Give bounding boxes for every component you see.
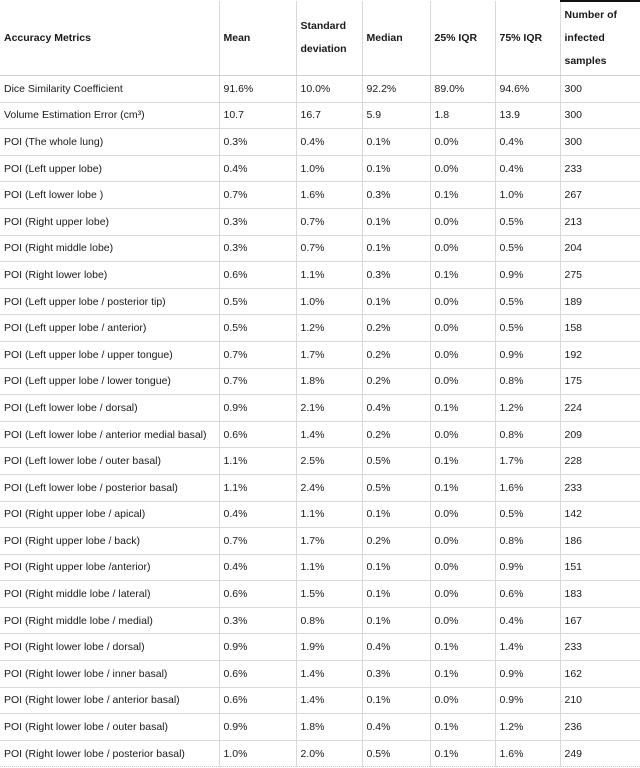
value-cell: 175 — [560, 368, 640, 395]
value-cell: 0.7% — [219, 368, 296, 395]
value-cell: 0.0% — [430, 554, 495, 581]
column-header-number-of-infected-samples: Number of infected samples — [560, 1, 640, 76]
table-row — [0, 102, 640, 129]
value-cell: 0.3% — [219, 607, 296, 634]
value-cell: 1.2% — [495, 395, 560, 422]
value-cell: 94.6% — [495, 76, 560, 103]
value-cell: 1.1% — [296, 501, 362, 528]
value-cell: 0.1% — [362, 501, 430, 528]
value-cell: 1.1% — [296, 554, 362, 581]
value-cell: 1.7% — [495, 448, 560, 475]
value-cell: 1.6% — [296, 182, 362, 209]
value-cell: 0.2% — [362, 315, 430, 342]
value-cell: 158 — [560, 315, 640, 342]
metric-label-cell: POI (Right lower lobe / posterior basal) — [0, 740, 219, 767]
value-cell: 1.4% — [296, 421, 362, 448]
metric-label-cell: POI (Right middle lobe / medial) — [0, 607, 219, 634]
value-cell: 142 — [560, 501, 640, 528]
value-cell: 1.7% — [296, 341, 362, 368]
value-cell: 0.9% — [495, 262, 560, 289]
metric-label-cell: POI (Left lower lobe / posterior basal) — [0, 474, 219, 501]
value-cell: 0.7% — [219, 182, 296, 209]
value-cell: 0.9% — [219, 395, 296, 422]
value-cell: 267 — [560, 182, 640, 209]
table-row — [0, 315, 640, 342]
value-cell: 192 — [560, 341, 640, 368]
value-cell: 1.1% — [219, 448, 296, 475]
value-cell: 0.4% — [219, 554, 296, 581]
value-cell: 0.4% — [219, 501, 296, 528]
value-cell: 0.1% — [430, 634, 495, 661]
value-cell: 236 — [560, 714, 640, 741]
value-cell: 89.0% — [430, 76, 495, 103]
value-cell: 1.6% — [495, 740, 560, 767]
value-cell: 300 — [560, 102, 640, 129]
value-cell: 0.0% — [430, 581, 495, 608]
table-row — [0, 262, 640, 289]
value-cell: 0.0% — [430, 129, 495, 156]
value-cell: 189 — [560, 288, 640, 315]
value-cell: 1.8% — [296, 714, 362, 741]
metric-label-cell: POI (Left lower lobe / anterior medial basal) — [0, 421, 219, 448]
value-cell: 224 — [560, 395, 640, 422]
value-cell: 233 — [560, 474, 640, 501]
metric-label-cell: POI (Right upper lobe /anterior) — [0, 554, 219, 581]
value-cell: 0.9% — [495, 341, 560, 368]
table-row — [0, 421, 640, 448]
table-row — [0, 182, 640, 209]
value-cell: 0.1% — [430, 448, 495, 475]
table-row — [0, 155, 640, 182]
table-body — [0, 76, 640, 767]
value-cell: 300 — [560, 129, 640, 156]
value-cell: 0.1% — [430, 262, 495, 289]
value-cell: 1.4% — [296, 687, 362, 714]
value-cell: 0.0% — [430, 315, 495, 342]
value-cell: 162 — [560, 661, 640, 688]
metric-label-cell: POI (Right lower lobe / inner basal) — [0, 661, 219, 688]
value-cell: 13.9 — [495, 102, 560, 129]
value-cell: 0.4% — [362, 634, 430, 661]
metric-label-cell: POI (Right lower lobe / dorsal) — [0, 634, 219, 661]
value-cell: 0.1% — [430, 740, 495, 767]
value-cell: 0.4% — [219, 155, 296, 182]
value-cell: 1.9% — [296, 634, 362, 661]
value-cell: 1.0% — [296, 288, 362, 315]
value-cell: 0.1% — [362, 129, 430, 156]
value-cell: 0.8% — [495, 368, 560, 395]
value-cell: 0.1% — [362, 554, 430, 581]
value-cell: 0.4% — [296, 129, 362, 156]
value-cell: 10.7 — [219, 102, 296, 129]
table-row — [0, 208, 640, 235]
column-header-accuracy-metrics: Accuracy Metrics — [0, 1, 219, 76]
table-row — [0, 501, 640, 528]
value-cell: 1.6% — [495, 474, 560, 501]
value-cell: 167 — [560, 607, 640, 634]
value-cell: 91.6% — [219, 76, 296, 103]
value-cell: 0.5% — [495, 315, 560, 342]
value-cell: 0.0% — [430, 155, 495, 182]
value-cell: 0.0% — [430, 501, 495, 528]
metric-label-cell: POI (Right lower lobe / outer basal) — [0, 714, 219, 741]
column-header-median: Median — [362, 1, 430, 76]
value-cell: 0.1% — [362, 235, 430, 262]
value-cell: 92.2% — [362, 76, 430, 103]
table-row — [0, 528, 640, 555]
value-cell: 5.9 — [362, 102, 430, 129]
value-cell: 0.7% — [219, 341, 296, 368]
value-cell: 0.8% — [296, 607, 362, 634]
column-header-mean: Mean — [219, 1, 296, 76]
metric-label-cell: POI (Left upper lobe / anterior) — [0, 315, 219, 342]
table-row — [0, 714, 640, 741]
value-cell: 1.1% — [219, 474, 296, 501]
value-cell: 0.3% — [362, 262, 430, 289]
table-row — [0, 288, 640, 315]
value-cell: 186 — [560, 528, 640, 555]
metric-label-cell: POI (Left upper lobe / posterior tip) — [0, 288, 219, 315]
value-cell: 0.6% — [219, 581, 296, 608]
value-cell: 2.4% — [296, 474, 362, 501]
value-cell: 0.6% — [495, 581, 560, 608]
value-cell: 0.1% — [430, 661, 495, 688]
value-cell: 204 — [560, 235, 640, 262]
value-cell: 0.9% — [495, 554, 560, 581]
value-cell: 0.3% — [219, 129, 296, 156]
metric-label-cell: POI (Left lower lobe / outer basal) — [0, 448, 219, 475]
value-cell: 1.4% — [296, 661, 362, 688]
value-cell: 0.3% — [219, 235, 296, 262]
value-cell: 0.0% — [430, 235, 495, 262]
value-cell: 0.5% — [219, 315, 296, 342]
value-cell: 10.0% — [296, 76, 362, 103]
value-cell: 0.7% — [219, 528, 296, 555]
value-cell: 0.4% — [495, 607, 560, 634]
value-cell: 1.0% — [219, 740, 296, 767]
value-cell: 0.5% — [362, 740, 430, 767]
metric-label-cell: POI (Right upper lobe / back) — [0, 528, 219, 555]
table-row — [0, 235, 640, 262]
value-cell: 0.4% — [495, 129, 560, 156]
value-cell: 209 — [560, 421, 640, 448]
value-cell: 0.8% — [495, 421, 560, 448]
value-cell: 0.1% — [362, 208, 430, 235]
metric-label-cell: POI (Right upper lobe / apical) — [0, 501, 219, 528]
table-row — [0, 661, 640, 688]
value-cell: 2.0% — [296, 740, 362, 767]
value-cell: 0.0% — [430, 341, 495, 368]
value-cell: 16.7 — [296, 102, 362, 129]
table-row — [0, 368, 640, 395]
value-cell: 0.6% — [219, 661, 296, 688]
value-cell: 1.8 — [430, 102, 495, 129]
table-row — [0, 634, 640, 661]
value-cell: 228 — [560, 448, 640, 475]
value-cell: 0.7% — [296, 235, 362, 262]
table-row — [0, 474, 640, 501]
value-cell: 0.1% — [362, 581, 430, 608]
value-cell: 1.2% — [495, 714, 560, 741]
value-cell: 210 — [560, 687, 640, 714]
value-cell: 0.5% — [495, 501, 560, 528]
value-cell: 0.4% — [362, 714, 430, 741]
value-cell: 300 — [560, 76, 640, 103]
value-cell: 0.0% — [430, 288, 495, 315]
value-cell: 0.2% — [362, 421, 430, 448]
value-cell: 0.9% — [219, 714, 296, 741]
value-cell: 0.1% — [430, 474, 495, 501]
metric-label-cell: POI (Left upper lobe / lower tongue) — [0, 368, 219, 395]
table-row — [0, 554, 640, 581]
value-cell: 0.0% — [430, 208, 495, 235]
value-cell: 275 — [560, 262, 640, 289]
value-cell: 0.9% — [219, 634, 296, 661]
value-cell: 0.1% — [430, 182, 495, 209]
value-cell: 0.1% — [362, 687, 430, 714]
column-header-standard-deviation: Standard deviation — [296, 1, 362, 76]
value-cell: 0.3% — [362, 182, 430, 209]
value-cell: 0.6% — [219, 262, 296, 289]
metric-label-cell: POI (Right upper lobe) — [0, 208, 219, 235]
value-cell: 1.8% — [296, 368, 362, 395]
value-cell: 1.5% — [296, 581, 362, 608]
metric-label-cell: POI (Left lower lobe / dorsal) — [0, 395, 219, 422]
value-cell: 1.0% — [495, 182, 560, 209]
value-cell: 183 — [560, 581, 640, 608]
table-row — [0, 581, 640, 608]
value-cell: 0.2% — [362, 528, 430, 555]
value-cell: 0.6% — [219, 687, 296, 714]
value-cell: 0.4% — [362, 395, 430, 422]
value-cell: 0.9% — [495, 661, 560, 688]
value-cell: 0.2% — [362, 341, 430, 368]
value-cell: 0.4% — [495, 155, 560, 182]
value-cell: 233 — [560, 634, 640, 661]
value-cell: 0.0% — [430, 421, 495, 448]
value-cell: 0.3% — [219, 208, 296, 235]
value-cell: 0.5% — [495, 288, 560, 315]
value-cell: 1.7% — [296, 528, 362, 555]
value-cell: 2.1% — [296, 395, 362, 422]
column-header-75-iqr: 75% IQR — [495, 1, 560, 76]
metric-label-cell: POI (Left lower lobe ) — [0, 182, 219, 209]
header-row — [0, 1, 640, 76]
table-row — [0, 448, 640, 475]
metric-label-cell: POI (Right middle lobe) — [0, 235, 219, 262]
value-cell: 0.0% — [430, 368, 495, 395]
value-cell: 0.5% — [362, 474, 430, 501]
table-row — [0, 687, 640, 714]
value-cell: 1.1% — [296, 262, 362, 289]
value-cell: 1.0% — [296, 155, 362, 182]
value-cell: 0.0% — [430, 528, 495, 555]
value-cell: 1.2% — [296, 315, 362, 342]
value-cell: 0.1% — [362, 155, 430, 182]
value-cell: 0.3% — [362, 661, 430, 688]
value-cell: 0.6% — [219, 421, 296, 448]
value-cell: 2.5% — [296, 448, 362, 475]
value-cell: 1.4% — [495, 634, 560, 661]
value-cell: 0.0% — [430, 607, 495, 634]
value-cell: 0.2% — [362, 368, 430, 395]
column-header-25-iqr: 25% IQR — [430, 1, 495, 76]
metric-label-cell: POI (Right lower lobe / anterior basal) — [0, 687, 219, 714]
metric-label-cell: POI (Right lower lobe) — [0, 262, 219, 289]
value-cell: 249 — [560, 740, 640, 767]
table-row — [0, 740, 640, 767]
metric-label-cell: POI (Left upper lobe) — [0, 155, 219, 182]
value-cell: 0.5% — [495, 208, 560, 235]
table-row — [0, 76, 640, 103]
value-cell: 151 — [560, 554, 640, 581]
value-cell: 0.1% — [430, 714, 495, 741]
value-cell: 0.5% — [362, 448, 430, 475]
value-cell: 0.0% — [430, 687, 495, 714]
value-cell: 0.9% — [495, 687, 560, 714]
value-cell: 233 — [560, 155, 640, 182]
value-cell: 213 — [560, 208, 640, 235]
table-row — [0, 341, 640, 368]
value-cell: 0.1% — [362, 288, 430, 315]
value-cell: 0.1% — [362, 607, 430, 634]
metric-label-cell: POI (Right middle lobe / lateral) — [0, 581, 219, 608]
value-cell: 0.7% — [296, 208, 362, 235]
value-cell: 0.8% — [495, 528, 560, 555]
metric-label-cell: POI (The whole lung) — [0, 129, 219, 156]
value-cell: 0.5% — [495, 235, 560, 262]
value-cell: 0.1% — [430, 395, 495, 422]
value-cell: 0.5% — [219, 288, 296, 315]
table-row — [0, 129, 640, 156]
table-row — [0, 395, 640, 422]
table-row — [0, 607, 640, 634]
metric-label-cell: Volume Estimation Error (cm³) — [0, 102, 219, 129]
metric-label-cell: Dice Similarity Coefficient — [0, 76, 219, 103]
metric-label-cell: POI (Left upper lobe / upper tongue) — [0, 341, 219, 368]
